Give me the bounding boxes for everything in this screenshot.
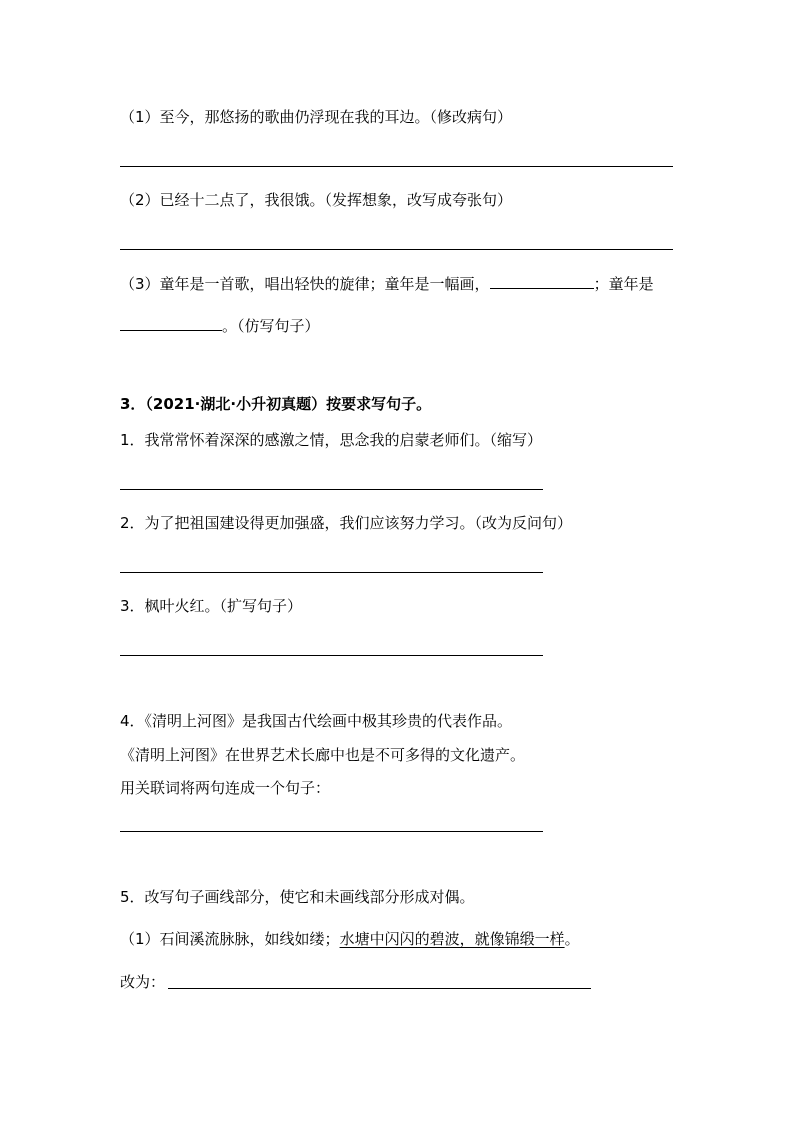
item-number: 1． — [120, 431, 145, 449]
answer-label: 改为： — [120, 973, 166, 991]
sub-underlined-text: 水塘中闪闪的碧波，就像锦缎一样 — [339, 930, 565, 948]
answer-line[interactable] — [120, 489, 543, 490]
item-number: 3． — [120, 597, 145, 615]
item-1 — [120, 430, 542, 450]
question-3-line-2 — [120, 316, 320, 336]
question-2 — [120, 190, 512, 210]
question-text: ；童年是 — [593, 275, 654, 293]
question-1 — [120, 107, 512, 127]
item-number: 4． — [120, 712, 145, 730]
answer-line[interactable] — [168, 988, 591, 989]
item-text: 枫叶火红。（扩写句子） — [144, 597, 303, 615]
question-text: 童年是一首歌，唱出轻快的旋律；童年是一幅画， — [159, 275, 490, 293]
sub-end-punct: 。 — [564, 930, 580, 948]
item-text: 改写句子画线部分，使它和未画线部分形成对偶。 — [144, 888, 475, 906]
item-3 — [120, 596, 302, 616]
item-4-line-3: 用关联词将两句连成一个句子： — [120, 779, 331, 797]
answer-line[interactable] — [120, 655, 543, 656]
item-text: 《清明上河图》是我国古代绘画中极其珍贵的代表作品。 — [144, 712, 513, 730]
question-number: （3） — [120, 275, 160, 293]
item-4-line-2: 《清明上河图》在世界艺术长廊中也是不可多得的文化遗产。 — [120, 746, 526, 764]
question-number: （2） — [120, 191, 160, 209]
item-5-sub-1 — [120, 929, 580, 949]
question-text: 至今，那悠扬的歌曲仍浮现在我的耳边。（修改病句） — [159, 108, 513, 126]
item-5 — [120, 887, 475, 907]
item-2 — [120, 513, 572, 533]
answer-line[interactable] — [120, 572, 543, 573]
section-heading: 3．（2021·湖北·小升初真题）按要求写句子。 — [120, 395, 432, 413]
answer-line[interactable] — [120, 249, 673, 250]
fill-blank[interactable] — [120, 316, 222, 331]
item-text: 为了把祖国建设得更加强盛，我们应该努力学习。（改为反问句） — [144, 514, 573, 532]
item-4 — [120, 711, 512, 731]
question-number: （1） — [120, 108, 160, 126]
answer-line[interactable] — [120, 166, 673, 167]
question-text: 已经十二点了，我很饿。（发挥想象，改写成夸张句） — [159, 191, 513, 209]
fill-blank[interactable] — [490, 274, 594, 289]
question-text: 。（仿写句子） — [222, 317, 320, 335]
answer-line[interactable] — [120, 831, 543, 832]
item-number: 5． — [120, 888, 145, 906]
question-3-line-1 — [120, 274, 654, 294]
sub-number: （1） — [120, 930, 160, 948]
item-number: 2． — [120, 514, 145, 532]
item-text: 我常常怀着深深的感激之情，思念我的启蒙老师们。（缩写） — [144, 431, 543, 449]
sub-plain-text: 石间溪流脉脉，如线如缕； — [159, 930, 340, 948]
